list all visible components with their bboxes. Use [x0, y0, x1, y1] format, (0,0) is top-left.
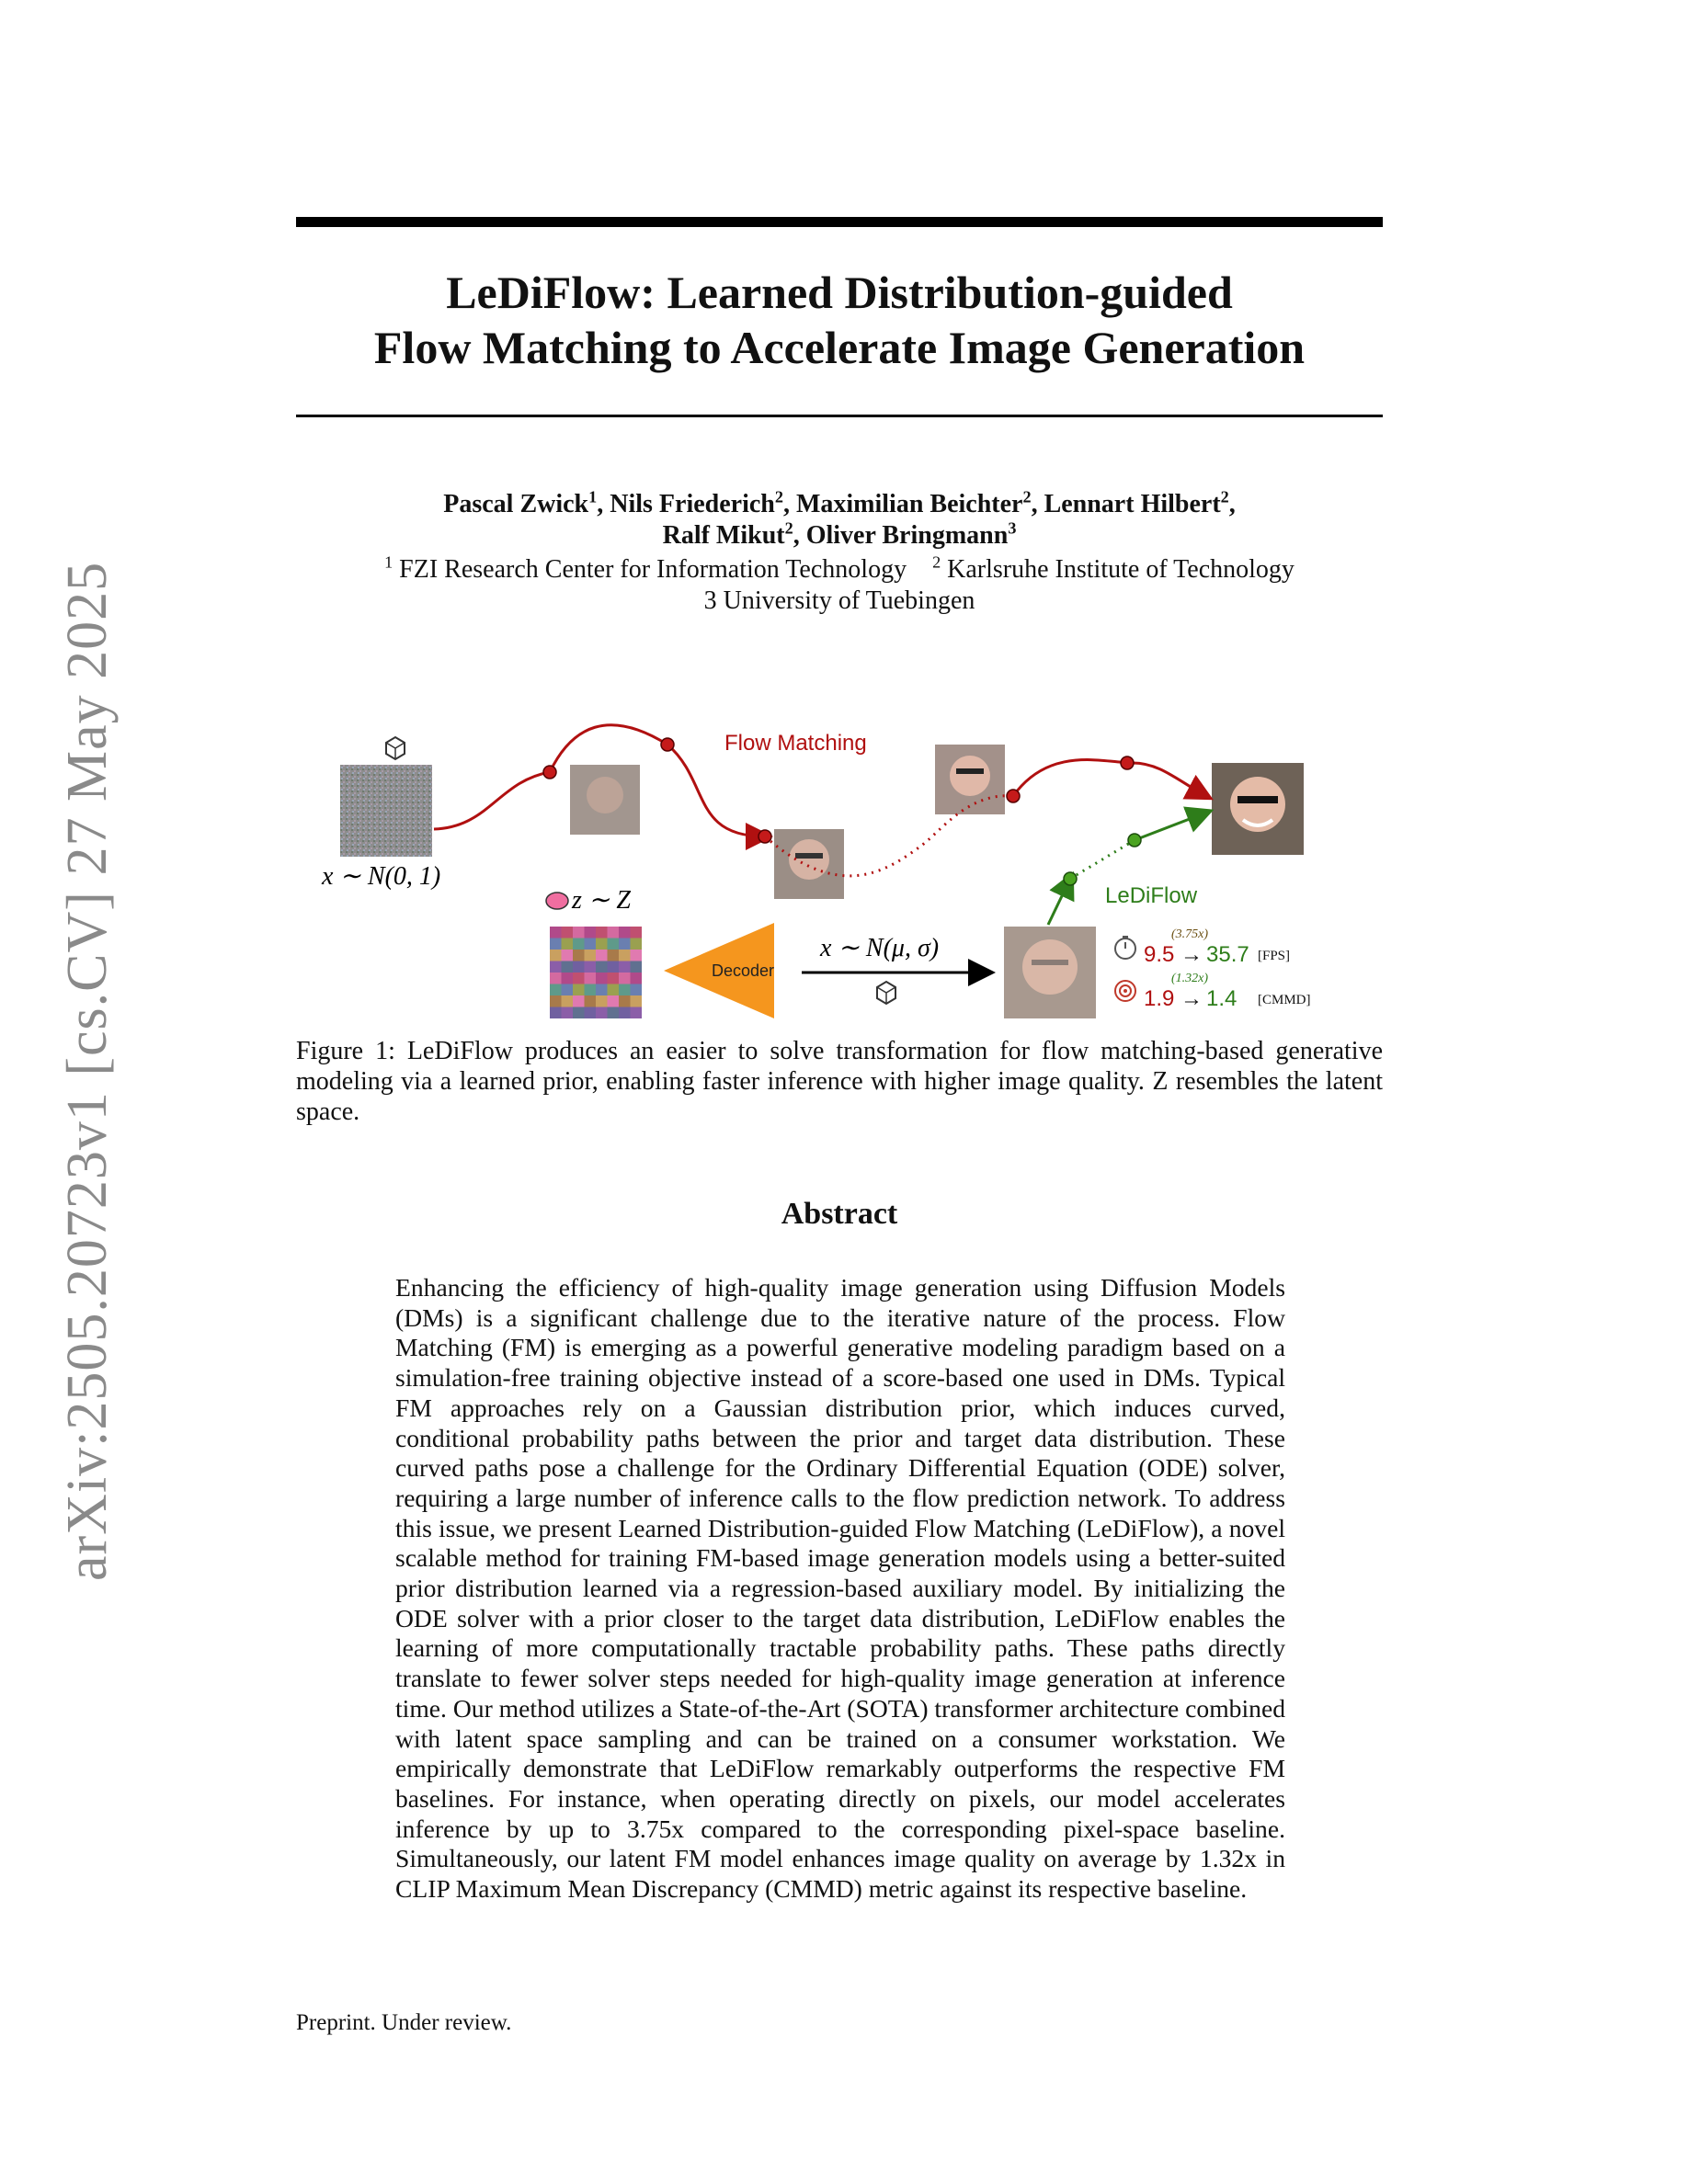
latent-grid-cell [562, 938, 574, 950]
cmmd-to: 1.4 [1206, 986, 1237, 1011]
flow-matching-label: Flow Matching [724, 731, 867, 756]
lediflow-node [1128, 834, 1141, 847]
paper-title [296, 265, 1383, 375]
latent-grid-cell [585, 961, 597, 973]
latent-grid-cell [562, 961, 574, 973]
latent-grid-cell [562, 973, 574, 984]
latent-grid-cell [619, 984, 631, 996]
latent-grid-cell [562, 1007, 574, 1019]
latent-grid-cell [631, 961, 643, 973]
latent-grid-cell [573, 961, 585, 973]
face-image-blurry-2 [774, 829, 844, 899]
latent-grid-cell [608, 973, 620, 984]
brain-icon [546, 893, 568, 909]
latent-grid-cell [631, 927, 643, 938]
cmmd-unit: [CMMD] [1258, 993, 1311, 1007]
author: Nils Friederich [610, 490, 775, 518]
face-image-blurry-1 [570, 765, 640, 835]
latent-grid-cell [596, 950, 608, 961]
flow-matching-path-end [1013, 760, 1206, 796]
latent-grid-cell [596, 938, 608, 950]
cmmd-arrow: → [1180, 986, 1203, 1011]
latent-grid-cell [631, 950, 643, 961]
author-affiliation-mark: 1 [588, 487, 598, 506]
title-top-rule [296, 217, 1383, 227]
author-affiliation-mark: 3 [1008, 518, 1017, 538]
latent-grid-cell [550, 973, 562, 984]
affiliation-line-1 [296, 554, 1383, 586]
latent-grid-cell [631, 938, 643, 950]
latent-grid-cell [619, 1007, 631, 1019]
face-image-mid [935, 745, 1005, 814]
author-affiliation-mark: 2 [1220, 487, 1229, 506]
cmmd-gain: (1.32x) [1171, 972, 1209, 985]
dice-icon [877, 982, 895, 1004]
latent-grid-cell [550, 961, 562, 973]
author-line-1: Pascal Zwick$^1$, Nils Friederich$^2$, Maximilian Beichter$^2$, Lennart Hilbert$^2$, [443, 487, 1236, 518]
author: Pascal Zwick [443, 490, 589, 518]
latent-grid-cell [585, 950, 597, 961]
latent-grid-cell [562, 927, 574, 938]
latent-grid-cell [631, 1007, 643, 1019]
arxiv-stamp: arXiv:2505.20723v1 [cs.CV] 27 May 2025 [56, 561, 119, 1581]
latent-grid-cell [585, 973, 597, 984]
latent-grid-cell [608, 950, 620, 961]
latent-grid-cell [550, 927, 562, 938]
latent-grid-cell [608, 984, 620, 996]
dice-icon [386, 737, 405, 759]
lediflow-label: LeDiFlow [1105, 883, 1198, 908]
latent-grid-cell [573, 927, 585, 938]
affiliation-mark: 1 [384, 552, 393, 572]
latent-grid-cell [562, 950, 574, 961]
author: Maximilian Beichter [795, 490, 1023, 518]
figure-caption: Figure 1: LeDiFlow produces an easier to solve transformation for flow matching-based generative modeling via a learned prior, enabling faster inference with higher image quality. Z resembles the latent space. [296, 1037, 1383, 1126]
latent-grid-cell [608, 938, 620, 950]
target-icon [1115, 981, 1135, 1001]
author-list [296, 489, 1383, 552]
latent-grid-cell [573, 938, 585, 950]
latent-grid-cell [631, 984, 643, 996]
title-line-1: LeDiFlow: Learned Distribution-guided [446, 267, 1233, 318]
latent-grid-cell [631, 995, 643, 1007]
latent-grid-cell [608, 961, 620, 973]
latent-grid-cell [619, 973, 631, 984]
footer-note: Preprint. Under review. [296, 2010, 512, 2035]
latent-grid-cell [596, 927, 608, 938]
affiliation-fzi: FZI Research Center for Information Technology [399, 555, 907, 584]
affiliation-line-2: 3 University of Tuebingen [703, 586, 975, 615]
path-node [661, 738, 674, 751]
latent-grid-cell [562, 995, 574, 1007]
latent-grid-cell [619, 961, 631, 973]
latent-grid-cell [619, 938, 631, 950]
cmmd-from: 1.9 [1144, 986, 1175, 1011]
lediflow-path [1048, 879, 1070, 925]
latent-grid-cell [550, 950, 562, 961]
author: Oliver Bringmann [805, 521, 1009, 550]
author: Ralf Mikut [662, 521, 785, 550]
lediflow-path-dotted [1070, 840, 1135, 879]
latent-grid-cell [608, 927, 620, 938]
path-node [1007, 790, 1020, 802]
author-affiliation-mark: 2 [1022, 487, 1032, 506]
path-node [758, 830, 771, 843]
prior-label: x ∼ N(0, 1) [322, 862, 441, 891]
latent-grid-cell [619, 927, 631, 938]
latent-grid-cell [585, 984, 597, 996]
lediflow-path-end [1135, 813, 1206, 840]
latent-grid-image [550, 927, 642, 1018]
abstract-heading: Abstract [781, 1197, 898, 1231]
latent-grid-cell [631, 973, 643, 984]
latent-grid-cell [550, 995, 562, 1007]
latent-grid-cell [596, 984, 608, 996]
title-line-2: Flow Matching to Accelerate Image Generation [373, 322, 1306, 373]
fps-unit: [FPS] [1258, 949, 1291, 963]
fps-to: 35.7 [1206, 942, 1249, 967]
abstract-text: Enhancing the efficiency of high-quality image generation using Diffusion Models (DMs) is a significant challenge due to the iterative nature of the process. Flow Matching (FM) is emerging as a powerful generative modeling paradigm based on a simulation-free training objective instead of a score-based one used in DMs. Typical FM approaches rely on a Gaussian distribution prior, which induces curved, conditional probability paths between the prior and target data distribution. These curved paths pose a challenge for the Ordinary Differential Equation (ODE) solver, requiring a large number of inference calls to the flow prediction network. To address this issue, we present Learned Distribution-guided Flow Matching (LeDiFlow), a novel scalable method for training FM-based image generation models using a better-suited prior distribution learned via a regression-based auxiliary model. By initializing the ODE solver with a prior closer to the target data distribution, LeDiFlow enables the learning of more computationally tractable probability paths. These paths directly translate to fewer solver steps needed for high-quality image generation at inference time. Our method utilizes a State-of-the-Art (SOTA) transformer architecture combined with latent space sampling and can be trained on a consumer workstation. We empirically demonstrate that LeDiFlow remarkably outperforms the respective FM baselines. For instance, when operating directly on pixels, our model accelerates inference by up to 3.75x compared to the corresponding pixel-space baseline. Simultaneously, our latent FM model enhances image quality on average by 1.32x in CLIP Maximum Mean Discrepancy (CMMD) metric against its respective baseline. [395, 1273, 1285, 1904]
learned-prior-label: x ∼ N(μ, σ) [820, 934, 940, 962]
author-affiliation-mark: 2 [774, 487, 783, 506]
affiliations [296, 554, 1383, 617]
latent-grid-cell [596, 995, 608, 1007]
stopwatch-icon [1115, 936, 1135, 959]
latent-grid-cell [550, 1007, 562, 1019]
title-bottom-rule [296, 415, 1383, 417]
author-affiliation-mark: 2 [784, 518, 793, 538]
latent-grid-cell [562, 984, 574, 996]
lediflow-node [1064, 872, 1077, 885]
face-image-final [1212, 763, 1304, 855]
path-node [543, 766, 556, 779]
fps-from: 9.5 [1144, 942, 1175, 967]
decoder-label: Decoder [712, 961, 775, 980]
latent-grid-cell [608, 1007, 620, 1019]
latent-grid-cell [585, 995, 597, 1007]
gaussian-noise-image [340, 765, 432, 857]
latent-grid-cell [585, 938, 597, 950]
latent-grid-cell [573, 1007, 585, 1019]
affiliation-mark: 2 [932, 552, 941, 572]
latent-grid-cell [596, 1007, 608, 1019]
latent-grid-cell [596, 961, 608, 973]
path-node [1121, 756, 1134, 769]
latent-grid-cell [573, 995, 585, 1007]
latent-grid-cell [608, 995, 620, 1007]
latent-grid-cell [550, 984, 562, 996]
author-line-2: Ralf Mikut$^2$, Oliver Bringmann$^3$ [662, 518, 1017, 550]
fps-speedup: (3.75x) [1171, 927, 1209, 941]
latent-grid-cell [573, 973, 585, 984]
latent-grid-cell [585, 1007, 597, 1019]
latent-grid-cell [573, 950, 585, 961]
latent-grid-cell [596, 973, 608, 984]
latent-grid-cell [585, 927, 597, 938]
fps-arrow: → [1180, 942, 1203, 967]
latent-grid-cell [619, 950, 631, 961]
latent-grid-cell [619, 995, 631, 1007]
latent-label: z ∼ Z [572, 886, 631, 915]
latent-grid-cell [550, 938, 562, 950]
figure-1 [296, 708, 1383, 1048]
affiliation-kit: Karlsruhe Institute of Technology [947, 555, 1295, 584]
face-image-prior-sample [1004, 927, 1096, 1018]
latent-grid-cell [573, 984, 585, 996]
author: Lennart Hilbert [1044, 490, 1221, 518]
